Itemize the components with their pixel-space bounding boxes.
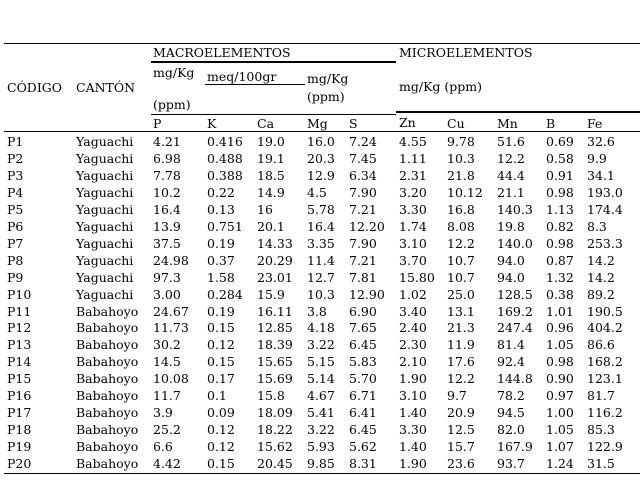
cell-b: 1.13 (546, 201, 574, 217)
cell-mg: 4.5 (307, 184, 327, 200)
cell-s: 6.90 (349, 303, 377, 319)
cell-fe: 9.9 (587, 150, 607, 166)
cell-mg: 3.22 (307, 422, 335, 438)
micro-header: MICROELEMENTOS (399, 45, 533, 60)
cell-cu: 12.5 (447, 422, 475, 438)
cell-b: 0.69 (546, 134, 574, 149)
micro-unit-label: mg/Kg (ppm) (399, 79, 482, 94)
cell-canton: Yaguachi (76, 167, 134, 183)
cell-b: 1.01 (546, 303, 574, 319)
cell-zn: 2.31 (399, 167, 427, 183)
header-bottom-rule (4, 131, 640, 132)
cell-fe: 253.3 (587, 235, 623, 251)
cell-k: 0.13 (207, 201, 235, 217)
cell-mg: 3.35 (307, 235, 335, 251)
cell-p: 3.9 (153, 405, 173, 421)
cell-zn: 2.30 (399, 337, 427, 353)
cell-ca: 16 (257, 201, 273, 217)
cell-fe: 81.7 (587, 388, 615, 404)
cell-mn: 169.2 (497, 303, 533, 319)
cell-mn: 92.4 (497, 354, 525, 370)
cell-mg: 5.93 (307, 439, 335, 455)
cell-zn: 3.20 (399, 184, 427, 200)
cell-canton: Babahoyo (76, 354, 139, 370)
cell-canton: Yaguachi (76, 252, 134, 268)
cell-s: 5.83 (349, 354, 377, 370)
cell-fe: 85.3 (587, 422, 615, 438)
cell-ca: 20.29 (257, 252, 293, 268)
cell-canton: Yaguachi (76, 218, 134, 234)
cell-b: 1.05 (546, 337, 574, 353)
cell-s: 5.62 (349, 439, 377, 455)
cell-canton: Babahoyo (76, 388, 139, 404)
cell-cu: 11.9 (447, 337, 475, 353)
cell-canton: Yaguachi (76, 201, 134, 217)
cell-mn: 167.9 (497, 439, 533, 455)
cell-zn: 1.40 (399, 405, 427, 421)
cell-p: 4.21 (153, 134, 181, 149)
cell-mg: 16.4 (307, 218, 335, 234)
cell-k: 0.1 (207, 388, 227, 404)
cell-mg: 3.22 (307, 337, 335, 353)
cell-b: 1.07 (546, 439, 574, 455)
cell-cu: 10.3 (447, 150, 475, 166)
cell-p: 13.9 (153, 218, 181, 234)
cell-mg: 5.41 (307, 405, 335, 421)
cell-codigo: P1 (7, 134, 24, 149)
cell-fe: 14.2 (587, 269, 615, 285)
cell-mn: 21.1 (497, 184, 525, 200)
cell-mg: 16.0 (307, 134, 335, 149)
cell-p: 37.5 (153, 235, 181, 251)
meq-underline (205, 84, 305, 85)
cell-mn: 128.5 (497, 286, 533, 302)
cell-b: 0.90 (546, 371, 574, 387)
meq-label: meq/100gr (207, 69, 277, 84)
cell-mn: 19.8 (497, 218, 525, 234)
cell-b: 0.87 (546, 252, 574, 268)
cell-ca: 15.65 (257, 354, 293, 370)
cell-ca: 18.09 (257, 405, 293, 421)
cell-ca: 14.9 (257, 184, 285, 200)
cell-p: 10.2 (153, 184, 181, 200)
cell-canton: Babahoyo (76, 422, 139, 438)
cell-codigo: P19 (7, 439, 32, 455)
cell-codigo: P8 (7, 252, 24, 268)
ms-ppm-label: (ppm) (307, 89, 345, 104)
cell-p: 3.00 (153, 286, 181, 302)
cell-mn: 144.8 (497, 371, 533, 387)
cell-mn: 82.0 (497, 422, 525, 438)
cell-cu: 9.78 (447, 134, 475, 149)
col-p: P (153, 116, 162, 131)
cell-canton: Babahoyo (76, 439, 139, 455)
cell-zn: 1.40 (399, 439, 427, 455)
cell-ca: 15.9 (257, 286, 285, 302)
cell-cu: 16.8 (447, 201, 475, 217)
cell-codigo: P15 (7, 371, 32, 387)
cell-canton: Babahoyo (76, 303, 139, 319)
cell-fe: 31.5 (587, 456, 615, 472)
cell-codigo: P18 (7, 422, 32, 438)
cell-fe: 116.2 (587, 405, 623, 421)
cell-cu: 8.08 (447, 218, 475, 234)
cell-s: 6.45 (349, 337, 377, 353)
cell-p: 10.08 (153, 371, 189, 387)
cell-fe: 174.4 (587, 201, 623, 217)
cell-s: 7.45 (349, 150, 377, 166)
cell-b: 1.32 (546, 269, 574, 285)
cell-mg: 20.3 (307, 150, 335, 166)
cell-p: 25.2 (153, 422, 181, 438)
cell-zn: 3.40 (399, 303, 427, 319)
cell-p: 11.73 (153, 320, 189, 336)
cell-canton: Yaguachi (76, 269, 134, 285)
col-fe: Fe (587, 116, 603, 131)
cell-zn: 15.80 (399, 269, 435, 285)
cell-k: 0.19 (207, 303, 235, 319)
cell-zn: 3.70 (399, 252, 427, 268)
cell-p: 6.6 (153, 439, 173, 455)
macro-header: MACROELEMENTOS (153, 45, 291, 60)
cell-ca: 23.01 (257, 269, 293, 285)
cell-mn: 12.2 (497, 150, 525, 166)
cell-s: 7.90 (349, 235, 377, 251)
cell-p: 11.7 (153, 388, 181, 404)
cell-fe: 122.9 (587, 439, 623, 455)
cell-mg: 9.85 (307, 456, 335, 472)
cell-codigo: P12 (7, 320, 32, 336)
cell-p: 24.67 (153, 303, 189, 319)
cell-cu: 12.2 (447, 235, 475, 251)
cell-zn: 1.11 (399, 150, 427, 166)
cell-s: 7.65 (349, 320, 377, 336)
cell-k: 0.19 (207, 235, 235, 251)
cell-canton: Yaguachi (76, 235, 134, 251)
cell-zn: 1.90 (399, 371, 427, 387)
cell-b: 0.98 (546, 354, 574, 370)
cell-s: 6.34 (349, 167, 377, 183)
units-underline (151, 114, 396, 115)
cell-b: 0.91 (546, 167, 574, 183)
cell-s: 7.24 (349, 134, 377, 149)
cell-k: 0.488 (207, 150, 243, 166)
cell-ca: 20.45 (257, 456, 293, 472)
cell-codigo: P6 (7, 218, 24, 234)
cell-codigo: P2 (7, 150, 24, 166)
cell-s: 7.21 (349, 252, 377, 268)
p-unit-label: mg/Kg (153, 65, 195, 80)
cell-p: 6.98 (153, 150, 181, 166)
cell-cu: 21.3 (447, 320, 475, 336)
cell-k: 0.15 (207, 456, 235, 472)
cell-fe: 14.2 (587, 252, 615, 268)
cell-p: 24.98 (153, 252, 189, 268)
col-mg: Mg (307, 116, 328, 131)
cell-p: 16.4 (153, 201, 181, 217)
cell-mn: 94.0 (497, 252, 525, 268)
cell-fe: 86.6 (587, 337, 615, 353)
cell-mg: 5.78 (307, 201, 335, 217)
cell-codigo: P17 (7, 405, 32, 421)
cell-fe: 193.0 (587, 184, 623, 200)
cell-p: 14.5 (153, 354, 181, 370)
cell-codigo: P14 (7, 354, 32, 370)
cell-cu: 23.6 (447, 456, 475, 472)
cell-canton: Yaguachi (76, 134, 134, 149)
cell-codigo: P10 (7, 286, 32, 302)
col-b: B (546, 116, 556, 131)
cell-codigo: P5 (7, 201, 24, 217)
cell-cu: 10.7 (447, 252, 475, 268)
cell-k: 0.17 (207, 371, 235, 387)
cell-cu: 25.0 (447, 286, 475, 302)
cell-s: 8.31 (349, 456, 377, 472)
cell-mg: 4.67 (307, 388, 335, 404)
cell-b: 0.38 (546, 286, 574, 302)
cell-fe: 168.2 (587, 354, 623, 370)
cell-cu: 12.2 (447, 371, 475, 387)
cell-fe: 89.2 (587, 286, 615, 302)
cell-mg: 3.8 (307, 303, 327, 319)
cell-mn: 93.7 (497, 456, 525, 472)
cell-codigo: P7 (7, 235, 24, 251)
cell-canton: Babahoyo (76, 371, 139, 387)
cell-mg: 4.18 (307, 320, 335, 336)
cell-b: 1.00 (546, 405, 574, 421)
micro-underline (396, 111, 640, 113)
cell-cu: 10.12 (447, 184, 483, 200)
cell-codigo: P11 (7, 303, 32, 319)
cell-b: 0.97 (546, 388, 574, 404)
cell-b: 1.05 (546, 422, 574, 438)
col-mn: Mn (497, 116, 518, 131)
cell-ca: 12.85 (257, 320, 293, 336)
cell-zn: 3.30 (399, 201, 427, 217)
cell-s: 6.45 (349, 422, 377, 438)
cell-cu: 15.7 (447, 439, 475, 455)
cell-k: 0.15 (207, 354, 235, 370)
cell-ca: 15.69 (257, 371, 293, 387)
cell-mg: 12.7 (307, 269, 335, 285)
cell-k: 0.15 (207, 320, 235, 336)
cell-s: 7.90 (349, 184, 377, 200)
cell-codigo: P16 (7, 388, 32, 404)
cell-ca: 16.11 (257, 303, 293, 319)
cell-mn: 247.4 (497, 320, 533, 336)
cell-mn: 51.6 (497, 134, 525, 149)
cell-ca: 19.0 (257, 134, 285, 149)
ms-unit-label: mg/Kg (307, 71, 349, 86)
cell-mn: 140.0 (497, 235, 533, 251)
cell-cu: 13.1 (447, 303, 475, 319)
cell-canton: Yaguachi (76, 150, 134, 166)
cell-p: 97.3 (153, 269, 181, 285)
cell-cu: 10.7 (447, 269, 475, 285)
cell-mn: 81.4 (497, 337, 525, 353)
cell-ca: 15.62 (257, 439, 293, 455)
cell-k: 0.388 (207, 167, 243, 183)
cell-zn: 3.10 (399, 235, 427, 251)
cell-fe: 123.1 (587, 371, 623, 387)
cell-k: 0.751 (207, 218, 243, 234)
cell-zn: 2.40 (399, 320, 427, 336)
cell-zn: 1.02 (399, 286, 427, 302)
cell-b: 0.82 (546, 218, 574, 234)
cell-b: 0.58 (546, 150, 574, 166)
col-zn: Zn (399, 115, 416, 130)
cell-k: 0.284 (207, 286, 243, 302)
cell-mn: 44.4 (497, 167, 525, 183)
cell-zn: 1.90 (399, 456, 427, 472)
cell-k: 1.58 (207, 269, 235, 285)
cell-zn: 3.30 (399, 422, 427, 438)
bottom-rule (4, 473, 640, 474)
col-s: S (349, 116, 358, 131)
cell-cu: 17.6 (447, 354, 475, 370)
cell-zn: 2.10 (399, 354, 427, 370)
cell-b: 0.96 (546, 320, 574, 336)
cell-mg: 5.15 (307, 354, 335, 370)
p-ppm-label: (ppm) (153, 97, 191, 112)
cell-s: 7.21 (349, 201, 377, 217)
col-k: K (207, 116, 217, 131)
cell-fe: 190.5 (587, 303, 623, 319)
macro-underline (151, 61, 396, 63)
cell-mn: 94.0 (497, 269, 525, 285)
cell-mg: 11.4 (307, 252, 335, 268)
top-rule (4, 43, 640, 44)
cell-mn: 78.2 (497, 388, 525, 404)
cell-mg: 5.14 (307, 371, 335, 387)
cell-s: 7.81 (349, 269, 377, 285)
cell-codigo: P3 (7, 167, 24, 183)
cell-canton: Babahoyo (76, 337, 139, 353)
cell-ca: 20.1 (257, 218, 285, 234)
cell-codigo: P13 (7, 337, 32, 353)
cell-s: 5.70 (349, 371, 377, 387)
canton-header: CANTÓN (76, 80, 136, 95)
cell-codigo: P9 (7, 269, 24, 285)
cell-p: 30.2 (153, 337, 181, 353)
cell-fe: 404.2 (587, 320, 623, 336)
cell-cu: 9.7 (447, 388, 467, 404)
cell-canton: Babahoyo (76, 405, 139, 421)
cell-ca: 18.39 (257, 337, 293, 353)
cell-zn: 1.74 (399, 218, 427, 234)
cell-k: 0.09 (207, 405, 235, 421)
cell-fe: 34.1 (587, 167, 615, 183)
cell-s: 6.71 (349, 388, 377, 404)
cell-canton: Yaguachi (76, 184, 134, 200)
cell-mg: 10.3 (307, 286, 335, 302)
cell-k: 0.22 (207, 184, 235, 200)
cell-b: 0.98 (546, 184, 574, 200)
cell-ca: 19.1 (257, 150, 285, 166)
cell-ca: 14.33 (257, 235, 293, 251)
cell-p: 4.42 (153, 456, 181, 472)
cell-k: 0.37 (207, 252, 235, 268)
cell-ca: 18.22 (257, 422, 293, 438)
col-cu: Cu (447, 116, 465, 131)
cell-s: 12.90 (349, 286, 385, 302)
cell-mg: 12.9 (307, 167, 335, 183)
cell-fe: 8.3 (587, 218, 607, 234)
cell-zn: 3.10 (399, 388, 427, 404)
cell-s: 6.41 (349, 405, 377, 421)
cell-mn: 94.5 (497, 405, 525, 421)
cell-mn: 140.3 (497, 201, 533, 217)
cell-zn: 4.55 (399, 134, 427, 149)
col-ca: Ca (257, 116, 275, 131)
cell-fe: 32.6 (587, 134, 615, 149)
cell-k: 0.416 (207, 134, 243, 149)
cell-cu: 21.8 (447, 167, 475, 183)
cell-s: 12.20 (349, 218, 385, 234)
cell-b: 1.24 (546, 456, 574, 472)
codigo-header: CÓDIGO (7, 80, 63, 95)
cell-codigo: P4 (7, 184, 24, 200)
cell-ca: 15.8 (257, 388, 285, 404)
cell-k: 0.12 (207, 439, 235, 455)
cell-b: 0.98 (546, 235, 574, 251)
cell-canton: Babahoyo (76, 456, 139, 472)
cell-p: 7.78 (153, 167, 181, 183)
cell-k: 0.12 (207, 422, 235, 438)
cell-ca: 18.5 (257, 167, 285, 183)
cell-k: 0.12 (207, 337, 235, 353)
cell-codigo: P20 (7, 456, 32, 472)
cell-canton: Yaguachi (76, 286, 134, 302)
cell-canton: Babahoyo (76, 320, 139, 336)
cell-cu: 20.9 (447, 405, 475, 421)
